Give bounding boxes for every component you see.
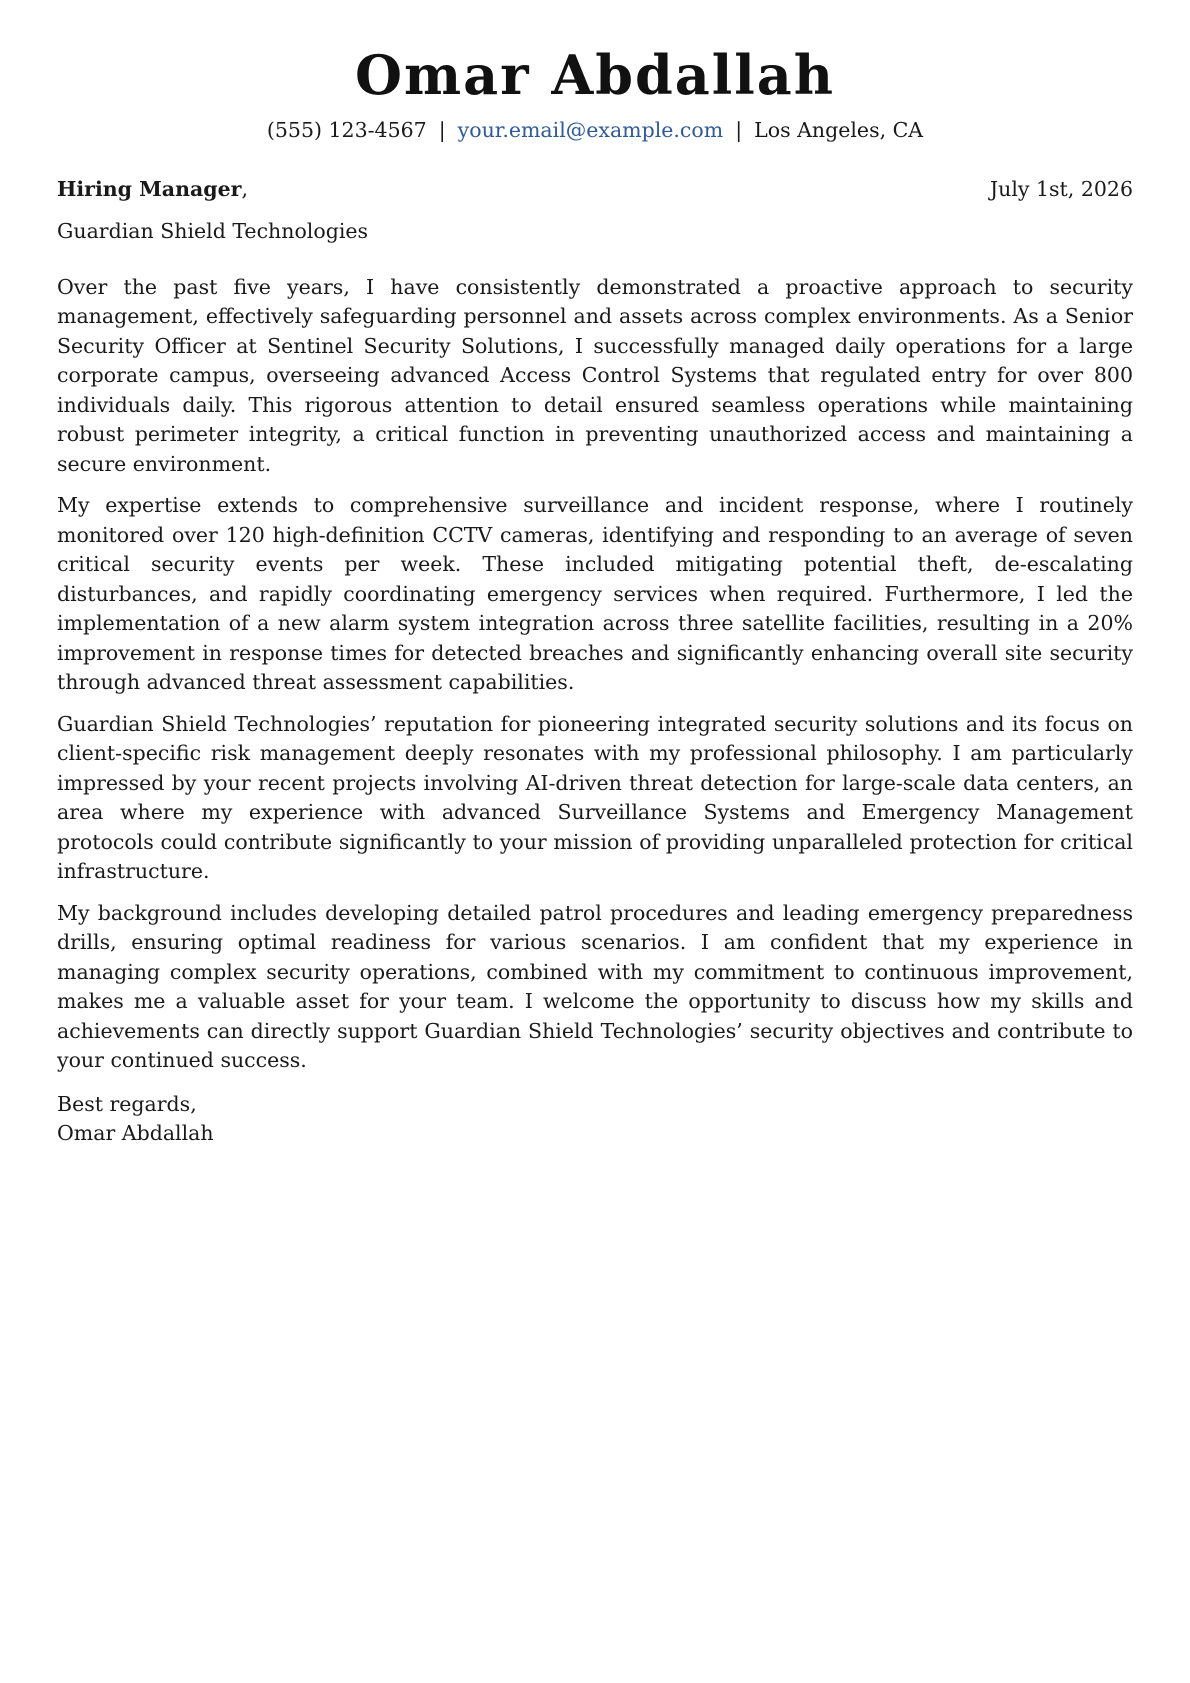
email-link[interactable]: your.email@example.com bbox=[457, 118, 724, 142]
recipient-name: Hiring Manager bbox=[57, 176, 242, 201]
recipient-name-suffix: , bbox=[241, 176, 248, 201]
body-paragraph: Guardian Shield Technologies’ reputation for pioneering integrated security solutions and its focus on client-specific risk management deeply resonates with my professional philosophy. I am particularly impressed by your recent projects involving AI-driven threat detection for large-scale data centers, an area where my experience with advanced Surveillance Systems and Emergency Management protocols could contribute significantly to your mission of providing unparalleled protection for critical infrastructure. bbox=[57, 711, 1133, 884]
body-paragraph: Over the past five years, I have consistently demonstrated a proactive approach to security management, effectively safeguarding personnel and assets across complex environments. As a Senior Security Officer at Sentinel Security Solutions, I successfully managed daily operations for a large corporate campus, overseeing advanced Access Control Systems that regulated entry for over 800 individuals daily. This rigorous attention to detail ensured seamless operations while maintaining robust perimeter integrity, a critical function in preventing unauthorized access and maintaining a secure environment. bbox=[57, 274, 1133, 476]
letter-date: July 1st, 2026 bbox=[989, 176, 1133, 201]
body-paragraph: My expertise extends to comprehensive surveillance and incident response, where I routinely monitored over 120 high-definition CCTV cameras, identifying and responding to an average of seven critical security events per week. These included mitigating potential theft, de-escalating disturbances, and rapidly coordinating emergency services when required. Furthermore, I led the implementation of a new alarm system integration across three satellite facilities, resulting in a 20% improvement in response times for detected breaches and significantly enhancing overall site security through advanced threat assessment capabilities. bbox=[57, 493, 1133, 695]
contact-line bbox=[57, 118, 1133, 143]
closing-salutation: Best regards, bbox=[57, 1091, 197, 1116]
location: Los Angeles, CA bbox=[754, 118, 924, 142]
body-paragraph: My background includes developing detailed patrol procedures and leading emergency preparedness drills, ensuring optimal readiness for various scenarios. I am confident that my experience in managing complex security operations, combined with my commitment to continuous improvement, makes me a valuable asset for your team. I welcome the opportunity to discuss how my skills and achievements can directly support Guardian Shield Technologies’ security objectives and contribute to your continued success. bbox=[57, 900, 1133, 1073]
recipient-salutation bbox=[57, 177, 248, 201]
contact-separator: | bbox=[438, 118, 446, 142]
letter-body bbox=[57, 273, 1133, 1076]
signature-name: Omar Abdallah bbox=[57, 1121, 214, 1146]
phone-number: (555) 123-4567 bbox=[266, 118, 427, 142]
letter-header bbox=[57, 43, 1133, 143]
contact-separator: | bbox=[735, 118, 743, 142]
recipient-company: Guardian Shield Technologies bbox=[57, 218, 369, 243]
applicant-name: Omar Abdallah bbox=[354, 43, 836, 107]
letter-closing bbox=[57, 1090, 1133, 1149]
recipient-row bbox=[57, 177, 1133, 201]
